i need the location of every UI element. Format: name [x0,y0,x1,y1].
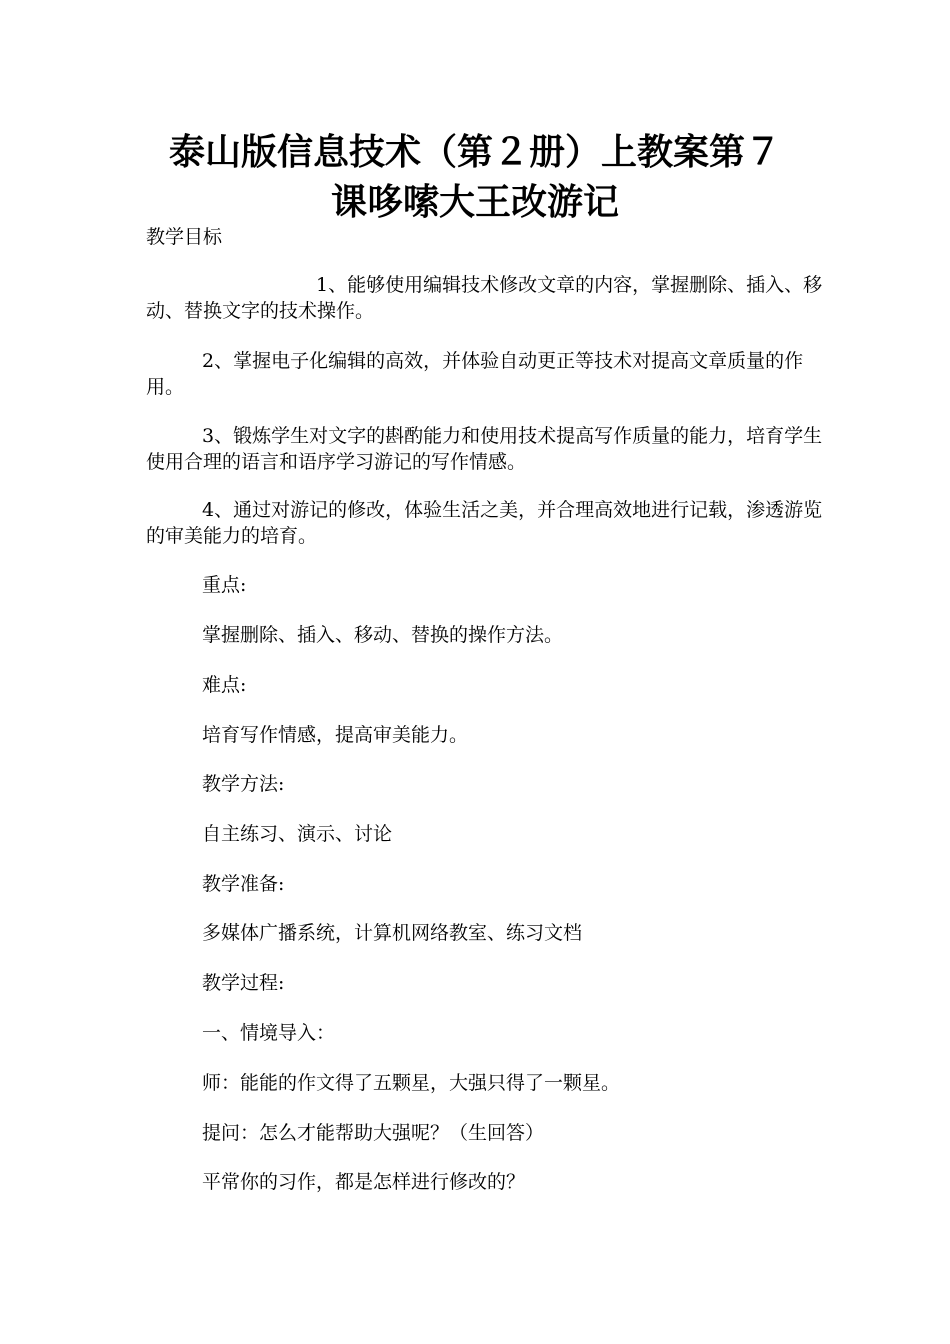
process-text-2: 提问：怎么才能帮助大强呢？（生回答） [202,1122,545,1144]
process-text-1: 师：能能的作文得了五颗星，大强只得了一颗星。 [202,1072,621,1094]
process-heading: 教学过程: [202,972,285,994]
objective-1: 1、能够使用编辑技术修改文章的内容，掌握删除、插入、移动、替换文字的技术操作。 [146,274,823,322]
teaching-method-heading: 教学方法: [202,773,285,795]
key-points-text: 掌握删除、插入、移动、替换的操作方法。 [202,624,564,646]
document-title-line-2: 课哆嗦大王改游记 [330,181,619,223]
section-heading-objectives: 教学目标 [146,226,223,248]
preparation-heading: 教学准备: [202,873,285,895]
objective-3: 3、锻炼学生对文字的斟酌能力和使用技术提高写作质量的能力，培育学生使用合理的语言和语序学习游记的写作情感。 [146,425,823,473]
process-step-1-heading: 一、情境导入： [202,1022,336,1044]
difficulties-text: 培育写作情感，提高审美能力。 [202,724,469,746]
objective-4: 4、通过对游记的修改，体验生活之美，并合理高效地进行记载，渗透游览的审美能力的培育。 [146,499,823,547]
teaching-method-text: 自主练习、演示、讨论 [202,823,393,845]
objective-2: 2、掌握电子化编辑的高效，并体验自动更正等技术对提高文章质量的作用。 [146,350,804,398]
difficulties-heading: 难点: [202,674,247,696]
document-title-line-1: 泰山版信息技术（第２册）上教案第７ [168,131,781,173]
process-text-3: 平常你的习作，都是怎样进行修改的？ [202,1171,526,1193]
key-points-heading: 重点: [202,574,247,596]
preparation-text: 多媒体广播系统，计算机网络教室、练习文档 [202,922,583,944]
